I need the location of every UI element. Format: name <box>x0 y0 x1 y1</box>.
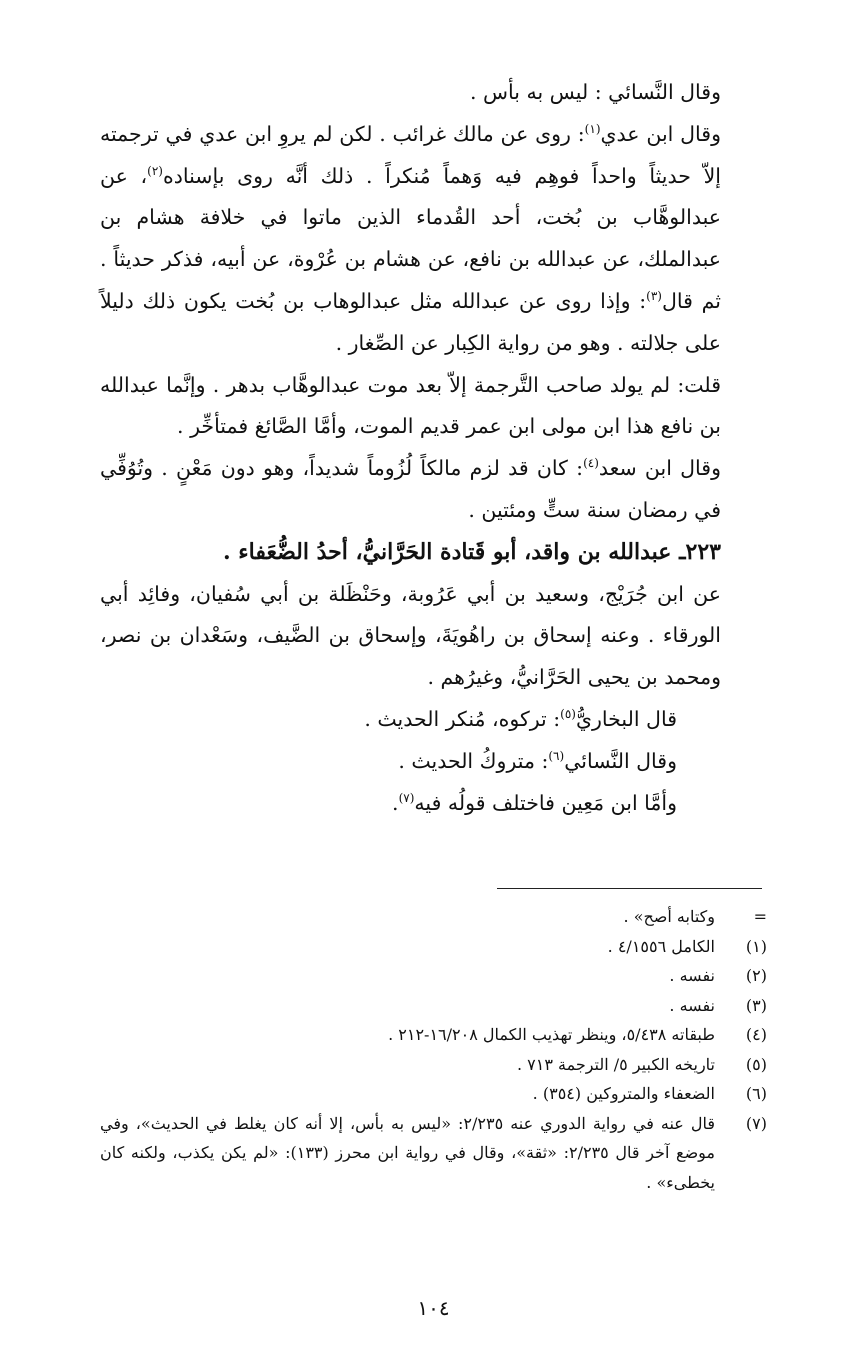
paragraph-nasai: وقال النَّسائي : ليس به بأس . <box>469 80 721 104</box>
text-run: وأمَّا ابن مَعِين فاختلف قولُه فيه <box>414 790 677 815</box>
paragraph-ibn-saad <box>100 448 767 532</box>
footnote-divider <box>497 888 762 889</box>
paragraph-ibn-adi <box>100 114 767 365</box>
text-run: : وإذا روى عن عبدالله مثل عبدالوهاب بن بُخت يكون ذلك دليلاً على جلالته . وهو من رواية الكِبار عن الصِّغار . <box>100 288 721 355</box>
footnote-ref: (٤) <box>583 456 599 471</box>
text-run: : روى عن مالك غرائب . لكن لم يروِ ابن عدي في ترجمته إلاّ حديثاً واحداً فوهِم فيه وَهماً مُنكراً . ذلك أنَّه روى بإسناده <box>100 121 721 188</box>
paragraph-narrators: عن ابن جُرَيْج، وسعيد بن أبي عَرُوبة، وحَنْظَلة بن أبي سُفيان، وفائِد أبي الورقاء . وعنه إسحاق بن راهُويَةَ، وإسحاق بن الضَّيف، وسَعْدان بن نصر، ومحمد بن يحيى الحَرَّانيُّ، وغيرُهم . <box>100 581 721 690</box>
entry-heading: ٢٢٣ـ عبدالله بن واقد، أبو قَتادة الحَرَّانيُّ، أحدُ الضُّعَفاء . <box>222 538 721 565</box>
text-run: : كان قد لزم مالكاً لُزُوماً شديداً، وهو دون مَعْنٍ . وتُوُفِّي في رمضان سنة ستٍّ ومئتين . <box>100 456 721 522</box>
footnote-ref: (٥) <box>560 707 576 722</box>
footnote-item <box>100 961 767 991</box>
footnote-text: الكامل ٤/١٥٥٦ . <box>607 936 715 956</box>
footnote-number: (١) <box>745 936 767 956</box>
footnote-ref: (٧) <box>398 790 415 805</box>
text-run: وقال النَّسائي <box>564 748 677 773</box>
footnote-text: الضعفاء والمتروكين (٣٥٤) . <box>532 1084 715 1103</box>
text-run: وقال ابن سعد <box>598 456 721 481</box>
footnote-text: قال عنه في رواية الدوري عنه ٢/٢٣٥: «ليس به بأس، إلا أنه كان يغلط في الحديث»، وفي موضع آخر قال ٢/٢٣٥: «ثقة»، وقال في رواية ابن محرز (١٣٣): «لم يكن يكذب، ولكنه كان يخطىء» . <box>100 1113 715 1192</box>
footnote-item <box>100 1050 767 1080</box>
footnote-item <box>100 902 767 932</box>
footnote-number: (٦) <box>745 1084 767 1103</box>
text-run: ، عن عبدالوهَّاب بن بُخت، أحد القُدماء الذين ماتوا في خلافة هشام بن عبدالملك، عن عبدالله بن نافع، عن هشام بن عُرْوة، عن أبيه، فذكر حديثاً . ثم قال <box>100 163 721 313</box>
text-run: . <box>392 790 399 815</box>
footnote-ref: (٢) <box>147 163 163 178</box>
footnote-number: = <box>753 907 767 926</box>
footnotes <box>100 902 767 1197</box>
footnote-item <box>100 1020 767 1050</box>
text-run: : متروكُ الحديث . <box>398 748 549 773</box>
text-run: وقال ابن عدي <box>600 121 721 146</box>
footnote-ref: (١) <box>584 121 601 136</box>
footnote-text: نفسه . <box>669 995 715 1015</box>
paragraph-bukhari <box>100 699 767 741</box>
footnote-item <box>100 991 767 1021</box>
footnote-item <box>100 1109 767 1198</box>
footnote-text: وكتابه أصح» . <box>623 907 715 926</box>
footnote-number: (٤) <box>745 1025 767 1044</box>
footnote-item <box>100 932 767 962</box>
paragraph-qultu: قلت: لم يولد صاحب التَّرجمة إلاّ بعد موت عبدالوهَّاب بدهر . وإنَّما عبدالله بن نافع هذا ابن مولى ابن عمر قديم الموت، وأمَّا الصَّائغ فمتأخِّر . <box>100 372 721 439</box>
footnote-text: تاريخه الكبير ٥/ الترجمة ٧١٣ . <box>516 1054 715 1074</box>
footnote-number: (٧) <box>745 1113 767 1133</box>
main-text <box>100 72 767 824</box>
footnote-number: (٣) <box>745 995 767 1015</box>
footnote-number: (٢) <box>745 966 767 985</box>
footnote-number: (٥) <box>745 1054 767 1074</box>
footnote-ref: (٣) <box>646 289 662 304</box>
paragraph-nasai-2 <box>100 741 767 783</box>
footnote-ref: (٦) <box>548 748 565 763</box>
page-number: ١٠٤ <box>417 1296 450 1320</box>
text-run: : تركوه، مُنكر الحديث . <box>364 706 561 731</box>
paragraph-ibn-main <box>100 783 767 825</box>
footnote-text: نفسه . <box>669 966 715 985</box>
footnote-text: طبقاته ٥/٤٣٨، وينظر تهذيب الكمال ١٦/٢٠٨-٢١٢ . <box>388 1025 715 1044</box>
footnote-item <box>100 1079 767 1109</box>
text-run: قال البخاريُّ <box>575 706 677 731</box>
